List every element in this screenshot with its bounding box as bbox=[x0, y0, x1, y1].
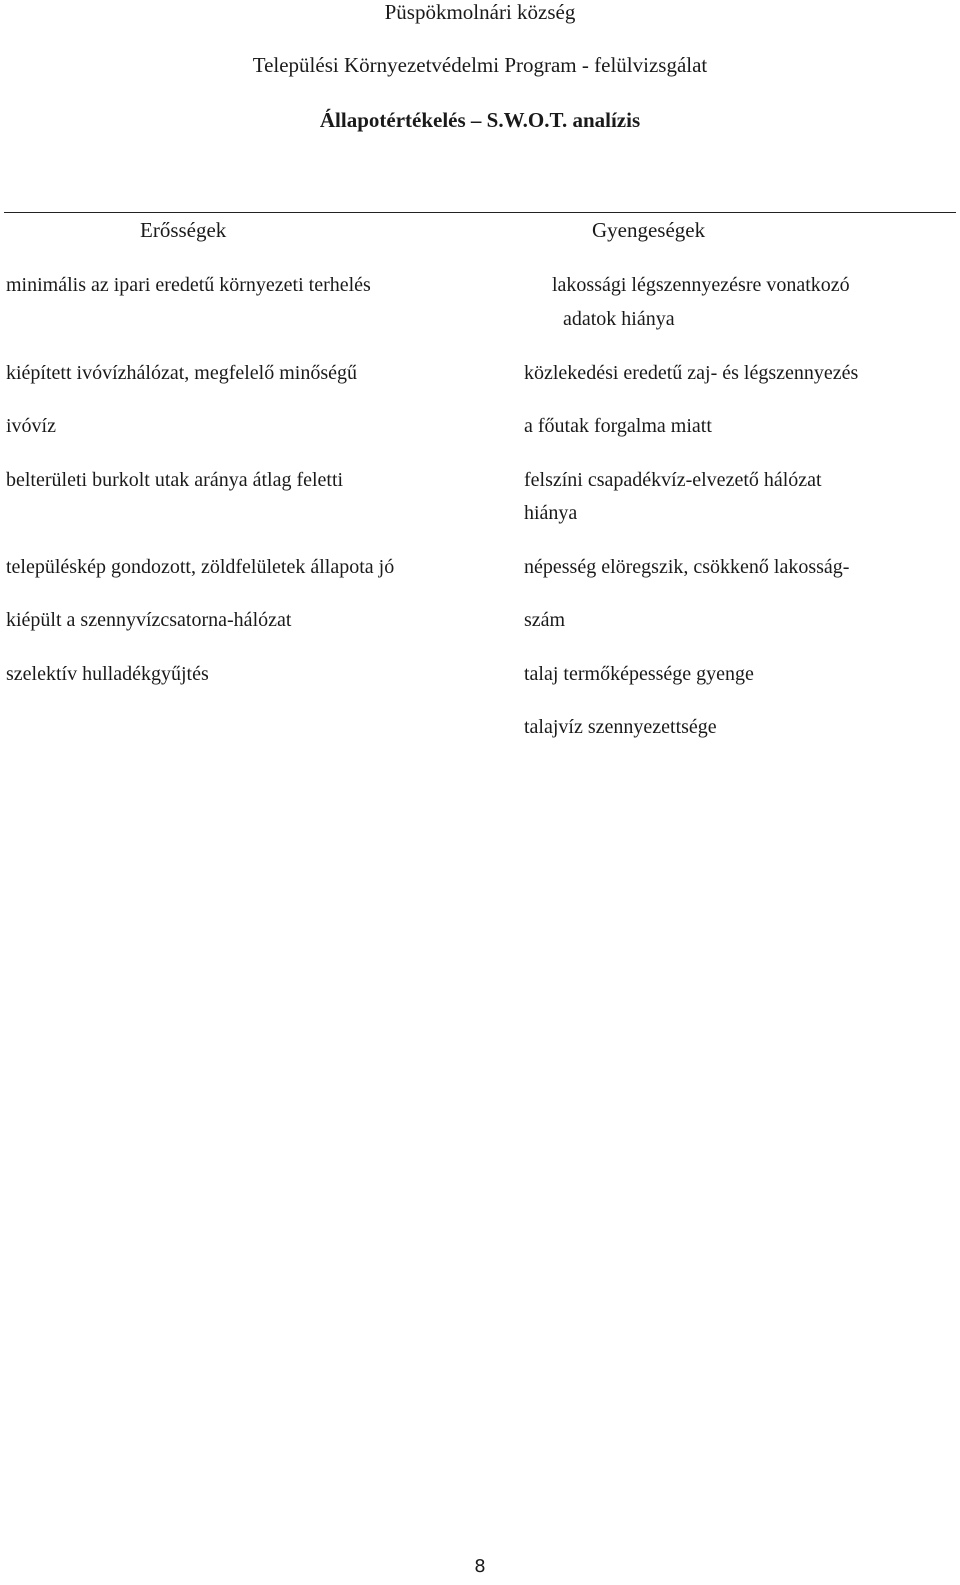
weakness-item: talaj termőképessége gyenge bbox=[524, 663, 754, 685]
weakness-item: hiánya bbox=[524, 502, 578, 524]
weakness-item: talajvíz szennyezettsége bbox=[524, 716, 717, 738]
page-number: 8 bbox=[474, 1556, 486, 1577]
strength-item: kiépült a szennyvízcsatorna-hálózat bbox=[6, 609, 292, 631]
strength-item: településkép gondozott, zöldfelületek állapota jó bbox=[6, 556, 395, 578]
weakness-item: felszíni csapadékvíz-elvezető hálózat bbox=[524, 469, 822, 491]
weakness-item: közlekedési eredetű zaj- és légszennyezés bbox=[524, 362, 859, 384]
strength-item: belterületi burkolt utak aránya átlag feletti bbox=[6, 469, 344, 491]
strength-item: kiépített ivóvízhálózat, megfelelő minőségű bbox=[6, 362, 358, 384]
strength-item: ivóvíz bbox=[6, 415, 56, 437]
weakness-item: lakossági légszennyezésre vonatkozó bbox=[552, 274, 850, 296]
weaknesses-header: Gyengeségek bbox=[592, 218, 706, 242]
analysis-title: Állapotértékelés – S.W.O.T. analízis bbox=[319, 108, 641, 132]
weakness-item: a főutak forgalma miatt bbox=[524, 415, 712, 437]
weakness-item: népesség elöregszik, csökkenő lakosság- bbox=[524, 556, 850, 578]
strengths-header: Erősségek bbox=[140, 218, 227, 242]
weakness-item: adatok hiánya bbox=[563, 308, 675, 330]
strength-item: szelektív hulladékgyűjtés bbox=[6, 663, 209, 685]
strength-item: minimális az ipari eredetű környezeti terhelés bbox=[6, 274, 371, 296]
weakness-item: szám bbox=[524, 609, 566, 631]
table-top-rule bbox=[4, 212, 956, 213]
program-title: Települési Környezetvédelmi Program - felülvizsgálat bbox=[252, 53, 708, 77]
municipality-title: Püspökmolnári község bbox=[384, 0, 576, 24]
